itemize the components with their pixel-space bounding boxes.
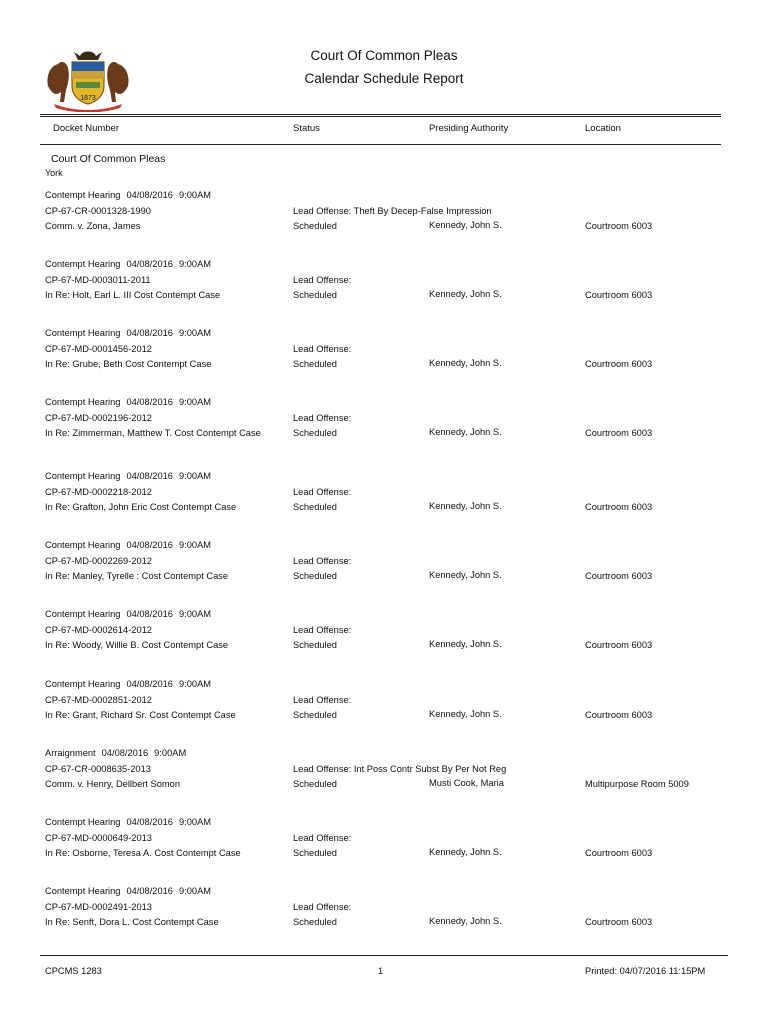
footer-page-number: 1 — [378, 966, 384, 976]
event-date: 04/08/2016 — [101, 748, 149, 758]
status-value: Scheduled — [293, 502, 337, 512]
event-time: 9:00AM — [178, 540, 212, 550]
table-row — [0, 188, 768, 254]
status-value: Scheduled — [293, 290, 337, 300]
location-value: Courtroom 6003 — [585, 571, 653, 581]
event-line — [45, 257, 211, 273]
docket-number: CP-67-MD-0002491-2013 — [45, 901, 152, 912]
case-caption: In Re: Osborne, Teresa A. Cost Contempt Case — [45, 848, 241, 858]
case-caption: In Re: Grant, Richard Sr. Cost Contempt Case — [45, 710, 236, 720]
event-time: 9:00AM — [178, 397, 212, 407]
event-line — [45, 469, 211, 485]
lead-offense: Lead Offense: — [293, 275, 352, 285]
event-line — [45, 395, 211, 411]
col-location: Location — [585, 123, 621, 134]
report-title: Court Of Common Pleas — [310, 48, 458, 63]
seal-year: 1873 — [80, 95, 96, 102]
status-value: Scheduled — [293, 359, 337, 369]
lead-offense: Lead Offense: — [293, 487, 352, 497]
event-event: Contempt Hearing — [45, 328, 121, 338]
docket-number: CP-67-CR-0001328-1990 — [45, 205, 151, 216]
presiding-authority: Kennedy, John S. — [429, 916, 502, 926]
status-value: Scheduled — [293, 710, 337, 720]
status-value: Scheduled — [293, 428, 337, 438]
event-date: 04/08/2016 — [126, 540, 173, 550]
case-caption: In Re: Woody, Willie B. Cost Contempt Case — [45, 640, 229, 650]
event-time: 9:00AM — [178, 609, 212, 619]
docket-number: CP-67-MD-0000649-2013 — [45, 832, 152, 843]
table-row — [0, 326, 768, 392]
event-time: 9:00AM — [178, 817, 212, 827]
status-value: Scheduled — [293, 779, 337, 789]
event-event: Arraignment — [45, 748, 96, 758]
event-date: 04/08/2016 — [126, 328, 173, 338]
case-caption: Comm. v. Zona, James — [45, 221, 141, 231]
event-event: Contempt Hearing — [45, 190, 121, 200]
lead-offense: Lead Offense: Int Poss Contr Subst By Per Not Reg — [293, 764, 507, 774]
location-value: Courtroom 6003 — [585, 710, 653, 720]
presiding-authority: Kennedy, John S. — [429, 709, 502, 719]
presiding-authority: Kennedy, John S. — [429, 289, 502, 299]
lead-offense: Lead Offense: — [293, 556, 352, 566]
docket-number: CP-67-MD-0002196-2012 — [45, 412, 152, 423]
status-value: Scheduled — [293, 848, 337, 858]
event-time: 9:00AM — [178, 471, 212, 481]
event-event: Contempt Hearing — [45, 471, 121, 481]
docket-number: CP-67-CR-0008635-2013 — [45, 763, 151, 774]
event-line — [45, 607, 211, 623]
event-date: 04/08/2016 — [126, 609, 173, 619]
status-value: Scheduled — [293, 571, 337, 581]
event-time: 9:00AM — [178, 259, 212, 269]
docket-number: CP-67-MD-0002269-2012 — [45, 555, 152, 566]
presiding-authority: Kennedy, John S. — [429, 220, 502, 230]
table-row — [0, 469, 768, 535]
event-event: Contempt Hearing — [45, 679, 121, 689]
event-event: Contempt Hearing — [45, 397, 121, 407]
event-date: 04/08/2016 — [126, 886, 173, 896]
location-value: Courtroom 6003 — [585, 428, 653, 438]
event-event: Contempt Hearing — [45, 886, 121, 896]
location-value: Courtroom 6003 — [585, 221, 653, 231]
footer-printed: Printed: 04/07/2016 11:15PM — [585, 966, 706, 976]
case-caption: Comm. v. Henry, Dellbert Somon — [45, 779, 181, 789]
event-event: Contempt Hearing — [45, 817, 121, 827]
table-row — [0, 677, 768, 743]
table-row — [0, 815, 768, 881]
event-time: 9:00AM — [178, 886, 212, 896]
event-date: 04/08/2016 — [126, 397, 173, 407]
col-docket: Docket Number — [53, 123, 119, 134]
docket-number: CP-67-MD-0003011-2011 — [45, 274, 151, 285]
event-line — [45, 746, 186, 762]
event-date: 04/08/2016 — [126, 679, 173, 689]
case-caption: In Re: Senft, Dora L. Cost Contempt Case — [45, 917, 219, 927]
location-value: Courtroom 6003 — [585, 290, 653, 300]
event-date: 04/08/2016 — [126, 259, 173, 269]
table-row — [0, 884, 768, 950]
docket-number: CP-67-MD-0002851-2012 — [45, 694, 152, 705]
event-line — [45, 677, 211, 693]
presiding-authority: Kennedy, John S. — [429, 358, 502, 368]
event-time: 9:00AM — [178, 679, 212, 689]
header-rule-top — [40, 114, 721, 115]
event-time: 9:00AM — [178, 328, 212, 338]
table-row — [0, 395, 768, 461]
presiding-authority: Kennedy, John S. — [429, 847, 502, 857]
case-caption: In Re: Grube, Beth Cost Contempt Case — [45, 359, 212, 369]
footer-form-id: CPCMS 1283 — [45, 966, 102, 976]
event-line — [45, 538, 211, 554]
lead-offense: Lead Offense: — [293, 344, 352, 354]
presiding-authority: Kennedy, John S. — [429, 427, 502, 437]
location-value: Courtroom 6003 — [585, 359, 653, 369]
lead-offense: Lead Offense: — [293, 625, 352, 635]
lead-offense: Lead Offense: — [293, 413, 352, 423]
lead-offense: Lead Offense: Theft By Decep-False Impression — [293, 206, 492, 216]
header-rule-top-2 — [40, 116, 721, 117]
docket-number: CP-67-MD-0002218-2012 — [45, 486, 152, 497]
pa-seal-logo — [44, 46, 132, 112]
location-value: Courtroom 6003 — [585, 502, 653, 512]
lead-offense: Lead Offense: — [293, 695, 352, 705]
event-event: Contempt Hearing — [45, 540, 121, 550]
presiding-authority: Kennedy, John S. — [429, 639, 502, 649]
status-value: Scheduled — [293, 917, 337, 927]
case-caption: In Re: Manley, Tyrelle : Cost Contempt Case — [45, 571, 229, 581]
event-date: 04/08/2016 — [126, 817, 173, 827]
table-row — [0, 607, 768, 673]
report-subtitle: Calendar Schedule Report — [304, 71, 464, 86]
event-time: 9:00AM — [178, 190, 212, 200]
section-court: Court Of Common Pleas — [51, 153, 166, 165]
event-line — [45, 815, 211, 831]
case-caption: In Re: Zimmerman, Matthew T. Cost Contempt Case — [45, 428, 261, 438]
event-time: 9:00AM — [154, 748, 187, 758]
status-value: Scheduled — [293, 640, 337, 650]
presiding-authority: Kennedy, John S. — [429, 501, 502, 511]
col-authority: Presiding Authority — [429, 123, 509, 134]
location-value: Multipurpose Room 5009 — [585, 779, 689, 789]
docket-number: CP-67-MD-0002614-2012 — [45, 624, 152, 635]
table-row — [0, 538, 768, 604]
event-line — [45, 884, 211, 900]
presiding-authority: Kennedy, John S. — [429, 570, 502, 580]
location-value: Courtroom 6003 — [585, 917, 653, 927]
location-value: Courtroom 6003 — [585, 640, 653, 650]
event-line — [45, 188, 211, 204]
event-date: 04/08/2016 — [126, 471, 173, 481]
event-event: Contempt Hearing — [45, 609, 121, 619]
presiding-authority: Musti Cook, Maria — [429, 778, 504, 788]
case-caption: In Re: Grafton, John Eric Cost Contempt Case — [45, 502, 237, 512]
lead-offense: Lead Offense: — [293, 833, 352, 843]
section-county: York — [45, 168, 63, 178]
table-row — [0, 257, 768, 323]
docket-number: CP-67-MD-0001456-2012 — [45, 343, 152, 354]
event-date: 04/08/2016 — [126, 190, 173, 200]
status-value: Scheduled — [293, 221, 337, 231]
event-line — [45, 326, 211, 342]
table-row — [0, 746, 768, 812]
location-value: Courtroom 6003 — [585, 848, 653, 858]
event-event: Contempt Hearing — [45, 259, 121, 269]
footer-rule — [40, 955, 728, 956]
header-rule-bottom — [40, 144, 721, 145]
lead-offense: Lead Offense: — [293, 902, 352, 912]
case-caption: In Re: Holt, Earl L. III Cost Contempt Case — [45, 290, 221, 300]
col-status: Status — [293, 123, 320, 134]
